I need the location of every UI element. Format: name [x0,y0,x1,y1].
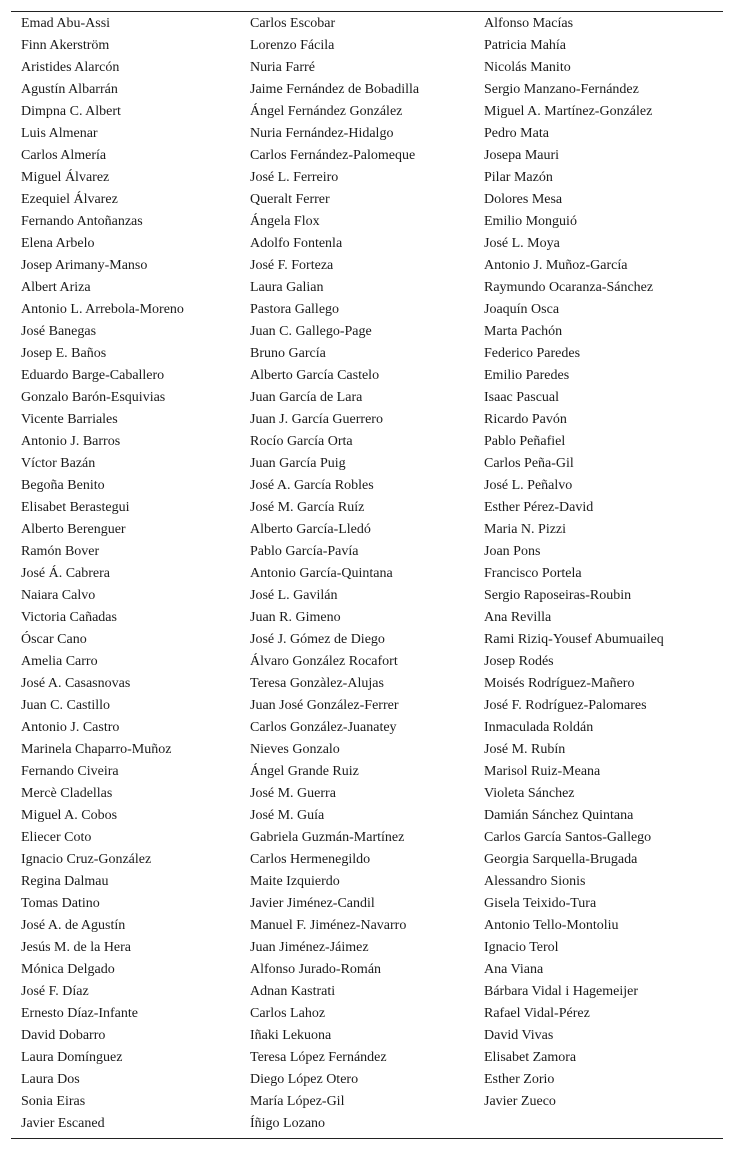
name-cell: Vicente Barriales [21,412,118,427]
name-cell: José M. García Ruíz [250,500,365,515]
name-cell: José A. García Robles [250,478,374,493]
name-cell: Maite Izquierdo [250,874,340,889]
name-cell: Ángel Fernández González [250,104,403,119]
name-cell: Antonio J. Castro [21,720,120,735]
name-cell: José M. Guía [250,808,325,823]
name-cell: Joaquín Osca [484,302,560,317]
name-cell: Carlos González-Juanatey [250,720,397,735]
name-cell: Emilio Monguió [484,214,577,229]
name-cell: Carlos Hermenegildo [250,852,371,867]
name-cell: Juan José González-Ferrer [250,698,399,713]
name-cell: Joan Pons [484,544,541,559]
name-cell: Carlos Peña-Gil [484,456,574,471]
name-cell: Sergio Manzano-Fernández [484,82,639,97]
name-cell: Josep Rodés [484,654,554,669]
name-cell: Ernesto Díaz-Infante [21,1006,138,1021]
name-cell: Jaime Fernández de Bobadilla [250,82,420,97]
name-cell: Isaac Pascual [484,390,560,405]
name-cell: Juan R. Gimeno [250,610,341,625]
name-cell: Laura Dos [21,1072,80,1087]
name-cell: Nicolás Manito [484,60,571,75]
name-cell: Naiara Calvo [21,588,96,603]
name-cell: Nieves Gonzalo [250,742,340,757]
name-cell: Amelia Carro [21,654,98,669]
name-cell: Juan C. Castillo [21,698,111,713]
name-cell: Elena Arbelo [21,236,95,251]
name-cell: Aristides Alarcón [21,60,120,75]
name-cell: Miguel A. Cobos [21,808,118,823]
name-cell: Ezequiel Álvarez [21,192,118,207]
names-column-1 [21,13,184,1135]
name-cell: Miguel A. Martínez-González [484,104,653,119]
name-cell: José F. Rodríguez-Palomares [484,698,647,713]
name-cell: Alfonso Macías [484,16,574,31]
name-cell: María López-Gil [250,1094,345,1109]
name-cell: Raymundo Ocaranza-Sánchez [484,280,654,295]
name-cell: Ramón Bover [21,544,100,559]
name-cell: José L. Ferreiro [250,170,339,185]
name-cell: Pedro Mata [484,126,549,141]
name-cell: Pastora Gallego [250,302,340,317]
name-cell: Fernando Antoñanzas [21,214,143,229]
name-cell: Gonzalo Barón-Esquivias [21,390,166,405]
name-cell: Óscar Cano [21,632,87,647]
name-cell: Íñigo Lozano [250,1116,326,1131]
name-cell: Nuria Farré [250,60,315,75]
name-cell: Marinela Chaparro-Muñoz [21,742,172,757]
name-cell: Manuel F. Jiménez-Navarro [250,918,407,933]
name-cell: Ignacio Cruz-González [21,852,152,867]
name-cell: Bárbara Vidal i Hagemeijer [484,984,638,999]
name-cell: Damián Sánchez Quintana [484,808,634,823]
name-cell: Josep E. Baños [21,346,107,361]
name-cell: Inmaculada Roldán [484,720,594,735]
name-cell: David Vivas [484,1028,554,1043]
name-cell: José M. Rubín [484,742,566,757]
name-cell: Bruno García [250,346,326,361]
name-cell: Rami Riziq-Yousef Abumuaileq [484,632,664,647]
name-cell: Laura Domínguez [21,1050,123,1065]
name-cell: Jesús M. de la Hera [21,940,132,955]
name-cell: Josep Arimany-Manso [21,258,148,273]
name-cell: Ana Revilla [484,610,552,625]
name-cell: Sonia Eiras [21,1094,86,1109]
name-cell: Finn Akerström [21,38,110,53]
name-cell: Ángela Flox [250,214,320,229]
name-cell: José L. Moya [484,236,560,251]
name-cell: Esther Pérez-David [484,500,594,515]
name-cell: José A. Casasnovas [21,676,131,691]
name-cell: Begoña Benito [21,478,105,493]
name-cell: Adolfo Fontenla [250,236,343,251]
name-cell: Violeta Sánchez [484,786,575,801]
name-cell: Mercè Cladellas [21,786,113,801]
name-cell: Miguel Álvarez [21,170,110,185]
name-cell: Antonio L. Arrebola-Moreno [21,302,184,317]
name-cell: Emad Abu-Assi [21,16,111,31]
name-cell: Juan García de Lara [250,390,363,405]
name-cell: Alessandro Sionis [484,874,586,889]
name-cell: Álvaro González Rocafort [250,654,398,669]
name-cell: José Banegas [21,324,97,339]
name-cell: Moisés Rodríguez-Mañero [484,676,635,691]
name-cell: Georgia Sarquella-Brugada [484,852,638,867]
names-column-2 [250,13,419,1135]
name-cell: Marisol Ruiz-Meana [484,764,601,779]
name-cell: Agustín Albarrán [21,82,118,97]
name-cell: Mónica Delgado [21,962,115,977]
name-cell: Sergio Raposeiras-Roubin [484,588,632,603]
name-cell: Carlos Lahoz [250,1006,326,1021]
name-cell: José Á. Cabrera [21,566,111,581]
name-cell: Elisabet Zamora [484,1050,577,1065]
name-cell: Dimpna C. Albert [21,104,121,119]
name-cell: Rocío García Orta [250,434,353,449]
name-cell: Javier Jiménez-Candil [250,896,375,911]
name-cell: Dolores Mesa [484,192,563,207]
name-cell: Lorenzo Fácila [250,38,335,53]
name-cell: Albert Ariza [21,280,91,295]
name-cell: José M. Guerra [250,786,336,801]
name-cell: Alberto García Castelo [250,368,380,383]
name-cell: Regina Dalmau [21,874,109,889]
name-cell: Juan C. Gallego-Page [250,324,372,339]
name-cell: José F. Díaz [21,984,89,999]
name-cell: Ignacio Terol [484,940,559,955]
name-cell: Teresa López Fernández [250,1050,387,1065]
name-cell: Antonio J. Barros [21,434,121,449]
name-cell: Josepa Mauri [484,148,560,163]
name-cell: Iñaki Lekuona [250,1028,332,1043]
name-cell: Esther Zorio [484,1072,555,1087]
name-cell: Ricardo Pavón [484,412,567,427]
name-cell: Juan García Puig [250,456,346,471]
name-cell: Ángel Grande Ruiz [250,764,359,779]
name-cell: Emilio Paredes [484,368,570,383]
name-cell: Carlos Escobar [250,16,336,31]
name-cell: Rafael Vidal-Pérez [484,1006,590,1021]
name-cell: David Dobarro [21,1028,106,1043]
name-cell: Fernando Civeira [21,764,119,779]
name-cell: Pablo García-Pavía [250,544,359,559]
name-cell: Carlos García Santos-Gallego [484,830,652,845]
name-cell: José A. de Agustín [21,918,126,933]
name-cell: Alberto García-Lledó [250,522,371,537]
name-cell: José J. Gómez de Diego [250,632,385,647]
name-cell: Tomas Datino [21,896,100,911]
name-cell: Javier Zueco [484,1094,556,1109]
name-cell: Diego López Otero [250,1072,359,1087]
name-cell: Juan J. García Guerrero [250,412,383,427]
name-cell: Antonio J. Muñoz-García [484,258,628,273]
name-cell: Víctor Bazán [21,456,96,471]
name-cell: Laura Galian [250,280,324,295]
name-cell: Pablo Peñafiel [484,434,566,449]
name-cell: Adnan Kastrati [250,984,336,999]
name-cell: José L. Peñalvo [484,478,573,493]
name-cell: Luis Almenar [21,126,98,141]
name-cell: Alfonso Jurado-Román [250,962,382,977]
name-cell: Alberto Berenguer [21,522,126,537]
name-cell: Elisabet Berastegui [21,500,130,515]
name-cell: Carlos Almería [21,148,107,163]
name-cell: Antonio Tello-Montoliu [484,918,619,933]
name-cell: Gisela Teixido-Tura [484,896,597,911]
name-cell: Teresa Gonzàlez-Alujas [250,676,384,691]
name-cell: Javier Escaned [21,1116,105,1131]
name-cell: Gabriela Guzmán-Martínez [250,830,405,845]
name-cell: Carlos Fernández-Palomeque [250,148,416,163]
name-cell: Patricia Mahía [484,38,567,53]
name-cell: Antonio García-Quintana [250,566,393,581]
name-cell: Juan Jiménez-Jáimez [250,940,369,955]
name-cell: Ana Viana [484,962,544,977]
name-cell: Victoria Cañadas [21,610,117,625]
names-column-3 [484,13,664,1113]
reviewer-names-table [11,11,723,1139]
name-cell: Nuria Fernández-Hidalgo [250,126,394,141]
name-cell: Federico Paredes [484,346,581,361]
name-cell: Queralt Ferrer [250,192,330,207]
name-cell: José F. Forteza [250,258,334,273]
name-cell: Eduardo Barge-Caballero [21,368,165,383]
name-cell: Maria N. Pizzi [484,522,567,537]
name-cell: Marta Pachón [484,324,563,339]
name-cell: Francisco Portela [484,566,582,581]
name-cell: Eliecer Coto [21,830,92,845]
name-cell: José L. Gavilán [250,588,338,603]
name-cell: Pilar Mazón [484,170,553,185]
